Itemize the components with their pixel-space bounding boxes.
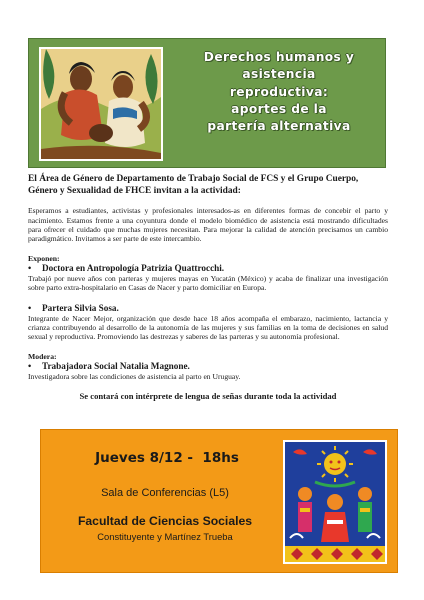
speaker-bio: Integrante de Nacer Mejor, organización que desde hace 18 años acompaña el embarazo, nacimiento, lactancia y crianza contribuyendo al desarrollo de la autonomía de las mujeres y sus familias en la toma de decisiones en salud sexual y reproductiva. Promoviendo las destrezas y saberes de las parteras y su autonomía profesional. <box>28 313 388 342</box>
title-line: aportes de la <box>231 101 327 116</box>
flyer-body <box>28 174 388 401</box>
header-banner <box>28 38 386 168</box>
bullet-icon: • <box>28 302 32 313</box>
event-date: Jueves 8/12 - 18hs <box>95 450 239 466</box>
speaker-name-text: Partera Silvia Sosa. <box>42 302 119 313</box>
event-title <box>179 49 379 135</box>
bullet-icon: • <box>28 360 32 371</box>
title-line: Derechos humanos y <box>203 50 355 64</box>
midwives-painting-image <box>39 47 163 161</box>
event-details-banner <box>40 429 398 573</box>
sign-language-notice: Se contará con intérprete de lengua de señas durante toda la actividad <box>79 391 337 402</box>
event-venue: Facultad de Ciencias Sociales <box>77 514 253 528</box>
huichol-yarn-art-image <box>283 440 387 564</box>
intro-text: El Área de Género de Departamento de Trabajo Social de FCS y el Grupo Cuerpo, Género y Sexualidad de FHCE invitan a la actividad: <box>28 174 359 196</box>
event-room: Sala de Conferencias (L5) <box>101 487 229 499</box>
exponen-label: Exponen: <box>28 253 60 263</box>
moderator-name <box>28 361 388 372</box>
speaker-bio: Trabajó por nueve años con parteras y mujeres mayas en Yucatán (México) y acaba de finalizar una investigación sobre parto extra-hospitalario en Casas de Nacer y parto domiciliar en Europa. <box>28 273 388 293</box>
modera-label: Modera: <box>28 351 57 361</box>
speaker-name-text: Doctora en Antropología Patrizia Quattrocchi. <box>42 262 225 273</box>
speaker-name <box>28 263 388 274</box>
title-line: asistencia <box>242 67 316 82</box>
title-line: reproductiva: <box>229 84 329 99</box>
speaker-name <box>28 303 388 314</box>
description-text: Esperamos a estudiantes, activistas y profesionales interesados-as en diferentes formas de concebir el parto y nacimiento. Estamos frente a una coyuntura donde el modelo biomédico de asistencia está mostrando dificultades para ofrecer el cuidado que muchas mujeres necesitan. Para mejorar la calidad de atención precisamos un cambio paradigmático. Invitamos a ser parte de este intercambio. <box>28 206 388 244</box>
event-address: Constituyente y Martínez Trueba <box>97 531 233 542</box>
title-line: partería alternativa <box>207 119 351 134</box>
moderator-name-text: Trabajadora Social Natalia Magnone. <box>42 360 190 371</box>
moderator-bio: Investigadora sobre las condiciones de asistencia al parto en Uruguay. <box>28 371 241 381</box>
bullet-icon: • <box>28 262 32 273</box>
